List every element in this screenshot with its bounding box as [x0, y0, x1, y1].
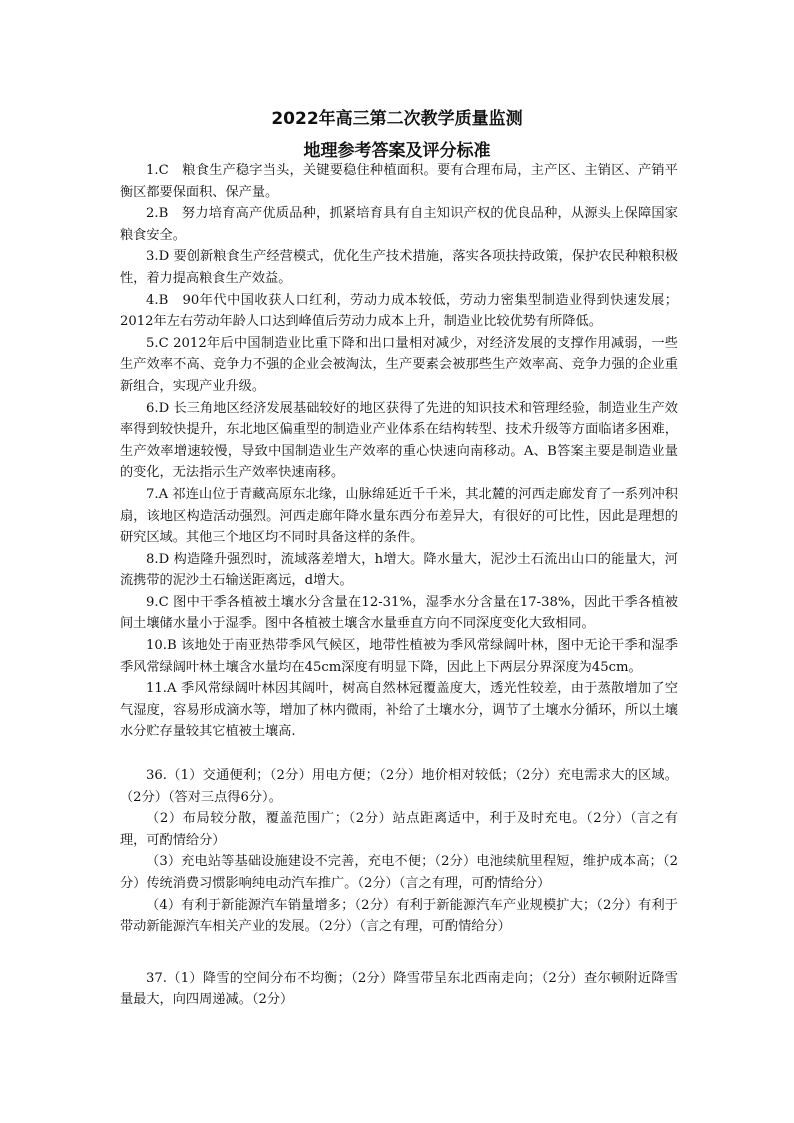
answer-36-3: （3）充电站等基础设施建设不完善，充电不便；（2分）电池续航里程短，维护成本高；（2分）传统消费习惯影响纯电动汽车推广。（2分）（言之有理，可酌情给分）	[120, 854, 678, 891]
page-title: 2022年高三第二次教学质量监测	[271, 109, 523, 129]
page-subtitle: 地理参考答案及评分标准	[303, 141, 491, 161]
answer-5: 5.C 2012年后中国制造业比重下降和出口量相对减少，对经济发展的支撑作用减弱，一些生产效率不高、竞争力不强的企业会被淘汰，生产要素会被那些生产效率高、竞争力强的企业重新组合，实现产业升级。	[120, 335, 678, 394]
answer-4: 4.B 90年代中国收获人口红利，劳动力成本较低，劳动力密集型制造业得到快速发展；2012年左右劳动年龄人口达到峰值后劳动力成本上升，制造业比较优势有所降低。	[120, 292, 678, 330]
answer-2: 2.B 努力培育高产优质品种，抓紧培育具有自主知识产权的优良品种，从源头上保障国家粮食安全。	[120, 206, 678, 243]
answer-11: 11.A 季风常绿阔叶林因其阔叶，树高自然林冠覆盖度大，透光性较差，由于蒸散增加了空气湿度，容易形成滴水等，增加了林内微雨，补给了土壤水分，调节了土壤水分循环，所以土壤水分贮存量较其它植被土壤高.	[120, 681, 678, 740]
section-gap	[120, 938, 678, 968]
answer-9: 9.C 图中干季各植被土壤水分含量在12-31%，湿季水分含量在17-38%，因此干季各植被间土壤储水量小于湿季。图中各植被土壤含水量垂直方向不同深度变化大致相同。	[120, 594, 678, 632]
answer-6: 6.D 长三角地区经济发展基础较好的地区获得了先进的知识技术和管理经验，制造业生产效率得到较快提升，东北地区偏重型的制造业产业体系在结构转型、技术升级等方面临诸多困难，生产效率增速较慢，导致中国制造业生产效率的重心快速向南移动。A、B答案主要是制造业量的变化，无法指示生产效率快速南移。	[120, 400, 678, 481]
answer-37-1: 37.（1）降雪的空间分布不均衡；（2分）降雪带呈东北西南走向；（2分）查尔顿附近降雪量最大，向四周递减。（2分）	[120, 970, 678, 1008]
answer-36-2: （2）布局较分散，覆盖范围广；（2分）站点距离适中，利于及时充电。（2分）（言之有理，可酌情给分）	[120, 811, 678, 848]
answer-1: 1.C 粮食生产稳字当头，关键要稳住种植面积。要有合理布局，主产区、主销区、产销平衡区都要保面积、保产量。	[120, 163, 678, 200]
answer-3: 3.D 要创新粮食生产经营模式，优化生产技术措施，落实各项扶持政策，保护农民种粮积极性，着力提高粮食生产效益。	[120, 249, 678, 286]
answer-7: 7.A 祁连山位于青藏高原东北缘，山脉绵延近千千米，其北麓的河西走廊发育了一系列冲积扇，该地区构造活动强烈。河西走廊年降水量东西分布差异大，有很好的可比性，因此是理想的研究区域。其他三个地区均不同时具备这样的条件。	[120, 486, 678, 546]
answer-8: 8.D 构造隆升强烈时，流域落差增大，h增大。降水量大，泥沙土石流出山口的能量大，河流携带的泥沙土石输送距离远，d增大。	[120, 551, 678, 589]
answer-36-1: 36.（1）交通便利；（2分）用电方便；（2分）地价相对较低；（2分）充电需求大的区域。（2分）（答对三点得6分）。	[120, 768, 678, 805]
section-gap	[120, 743, 678, 765]
answer-content	[120, 160, 678, 1011]
answer-10: 10.B 该地处于南亚热带季风气候区，地带性植被为季风常绿阔叶林，图中无论干季和湿季季风常绿阔叶林土壤含水量均在45cm深度有明显下降，因此上下两层分界深度为45cm。	[120, 638, 678, 675]
answer-36-4: （4）有利于新能源汽车销量增多；（2分）有利于新能源汽车产业规模扩大；（2分）有利于带动新能源汽车相关产业的发展。（2分）（言之有理，可酌情给分）	[120, 897, 678, 935]
